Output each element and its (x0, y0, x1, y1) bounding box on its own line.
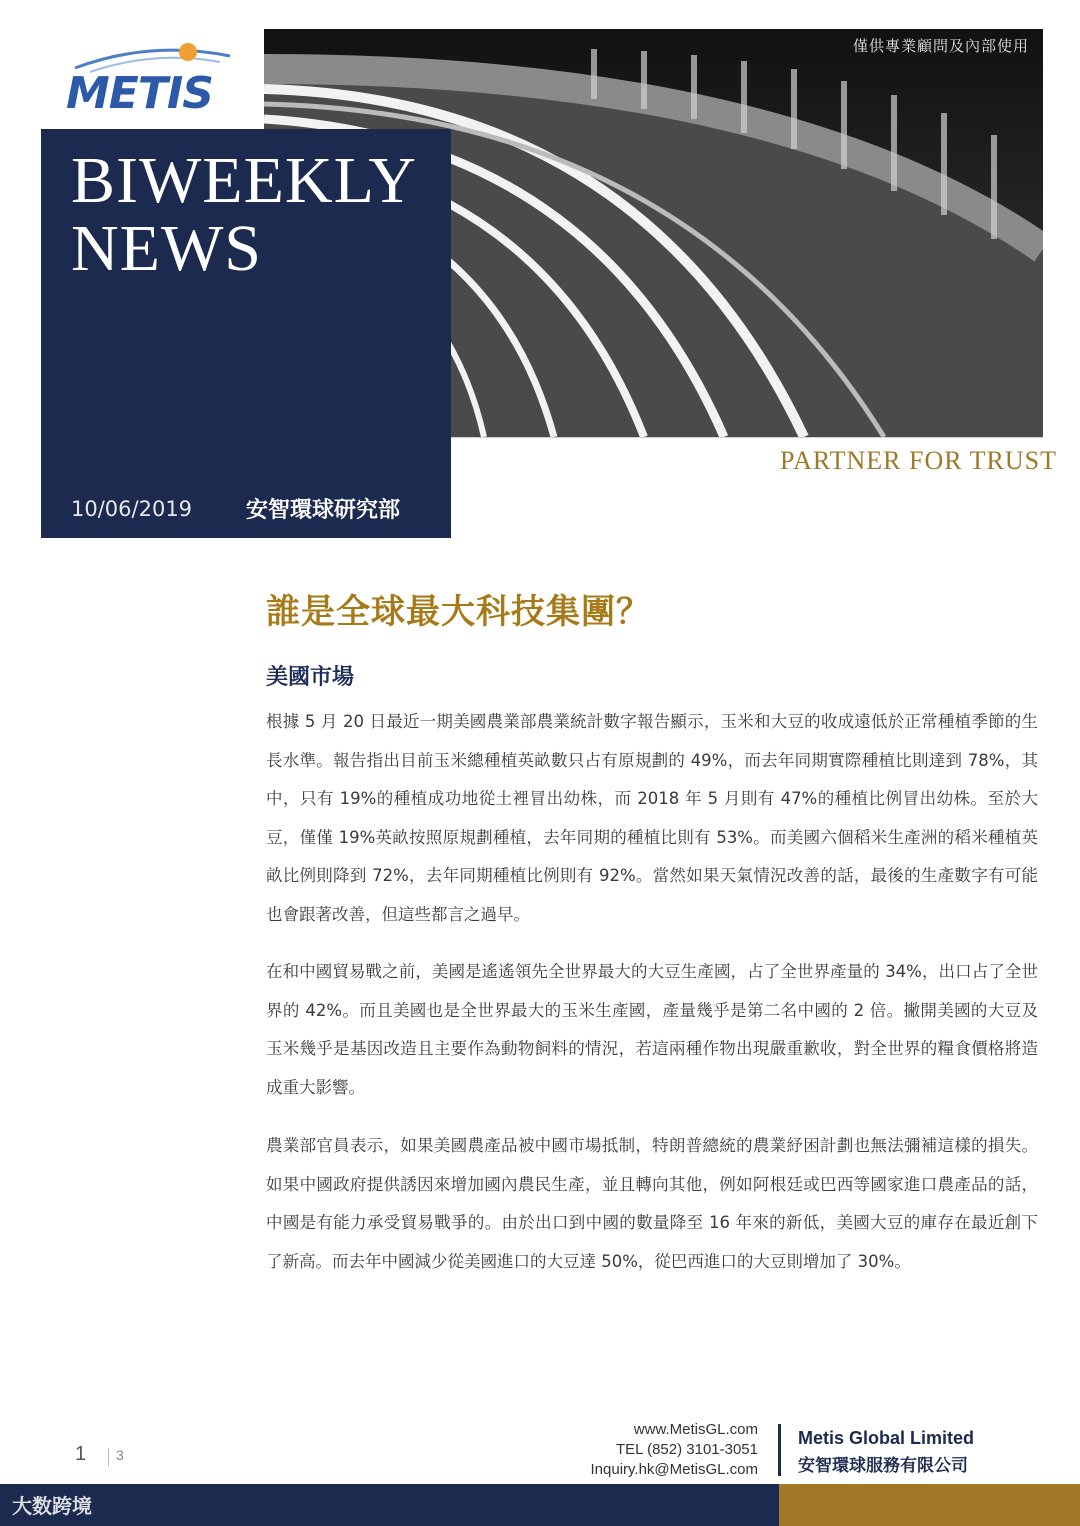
article-paragraph-3: 農業部官員表示，如果美國農產品被中國市場抵制，特朗普總統的農業紓困計劃也無法彌補這樣的損失。如果中國政府提供誘因來增加國內農民生產，並且轉向其他，例如阿根廷或巴西等國家進口農產品的話，中國是有能力承受貿易戰爭的。由於出口到中國的數量降至 16 年來的新低，美國大豆的庫存在最近創下了新高。而去年中國減少從美國進口的大豆達 50%，從巴西進口的大豆則增加了 30%。 (266, 1136, 1038, 1271)
footer-bar-navy (0, 1484, 779, 1526)
masthead-title-line2: NEWS (71, 212, 262, 285)
article-headline: 誰是全球最大科技集團？ (266, 592, 651, 632)
issue-date: 10/06/2019 (71, 497, 193, 521)
footer-divider (778, 1424, 781, 1476)
page-number: 1 (75, 1443, 87, 1465)
tagline: PARTNER FOR TRUST (780, 446, 1057, 475)
logo-wordmark: METIS (66, 68, 213, 119)
email-link[interactable]: Inquiry.hk@MetisGL.com (590, 1461, 758, 1478)
company-block (798, 1428, 974, 1476)
watermark: 大数跨境 (12, 1494, 92, 1518)
masthead-box (41, 129, 451, 538)
footer-bar-gold (779, 1484, 1080, 1526)
page-separator (108, 1448, 109, 1466)
article-paragraph-1: 根據 5 月 20 日最近一期美國農業部農業統計數字報告顯示，玉米和大豆的收成遠低於正常種植季節的生長水準。報告指出目前玉米總種植英畝數只占有原規劃的 49%，而去年同期實際種植比則達到 78%，其中，只有 19%的種植成功地從土裡冒出幼株，而 2018 年 5 月則有 47%的種植比例冒出幼株。至於大豆，僅僅 19%英畝按照原規劃種植，去年同期的種植比則有 53%。而美國六個稻米生產洲的稻米種植英畝比例則降到 72%，去年同期種植比例則有 92%。當然如果天氣情況改善的話，最後的生產數字有可能也會跟著改善，但這些都言之過早。 (266, 712, 1038, 924)
article-paragraph-2: 在和中國貿易戰之前，美國是遙遙領先全世界最大的大豆生產國，占了全世界產量的 34%，出口占了全世界的 42%。而且美國也是全世界最大的玉米生產國，產量幾乎是第二名中國的 2 倍。撇開美國的大豆及玉米幾乎是基因改造且主要作為動物飼料的情況，若這兩種作物出現嚴重歉收，對全世界的糧食價格將造成重大影響。 (266, 962, 1038, 1097)
department-name: 安智環球研究部 (246, 498, 401, 523)
article-subheading: 美國市場 (266, 665, 355, 690)
masthead-title (71, 144, 417, 285)
tagline-divider (451, 437, 1043, 438)
contact-block (591, 1420, 759, 1480)
page-total: 3 (116, 1447, 124, 1463)
company-name-en: Metis Global Limited (798, 1428, 975, 1448)
masthead-title-line1: BIWEEKLY (71, 144, 417, 217)
phone-number: TEL (852) 3101-3051 (615, 1441, 758, 1458)
metis-logo (60, 38, 230, 118)
website-link[interactable]: www.MetisGL.com (633, 1421, 758, 1438)
photo-caption: 僅供專業顧問及內部使用 (852, 37, 1029, 55)
company-name-zh: 安智環球服務有限公司 (798, 1456, 968, 1476)
